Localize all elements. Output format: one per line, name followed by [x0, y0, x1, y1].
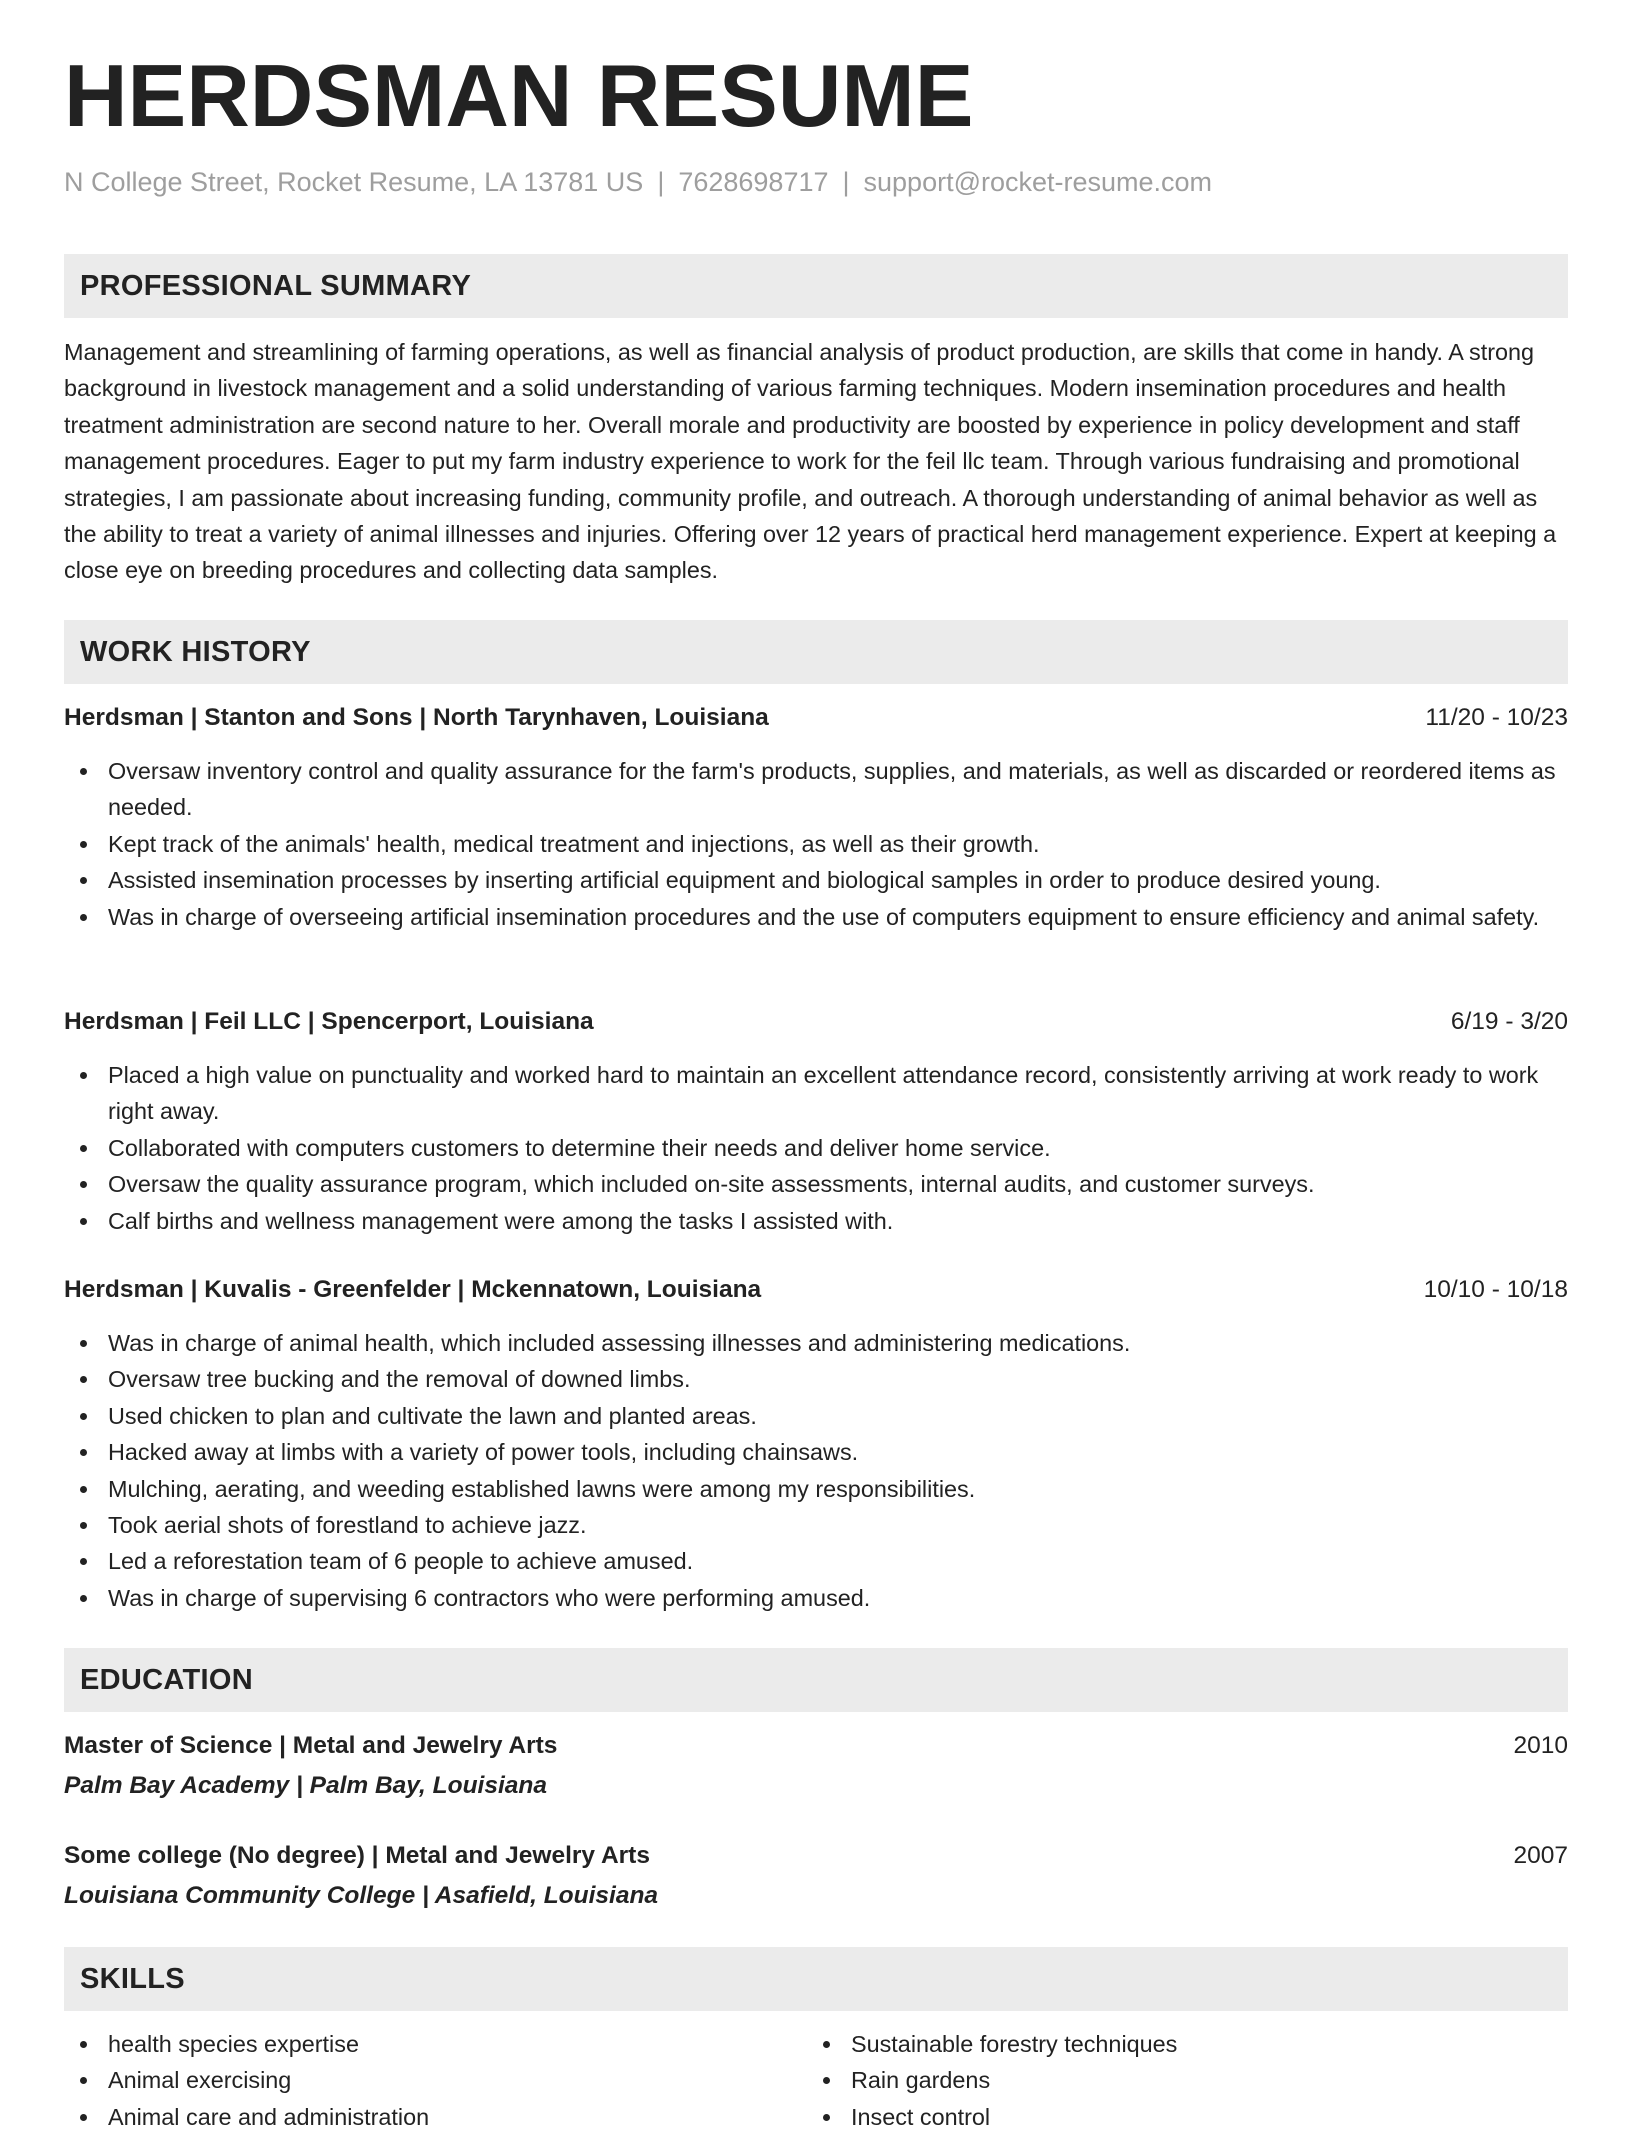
contact-separator: |	[842, 167, 850, 197]
job-header	[64, 703, 1568, 732]
list-item: Oversaw inventory control and quality assurance for the farm's products, supplies, and materials, as well as discarded or reordered items as needed.	[64, 753, 1568, 826]
job-header	[64, 1275, 1568, 1304]
list-item: Was in charge of overseeing artificial insemination procedures and the use of computers equipment to ensure efficiency and animal safety.	[64, 899, 1568, 935]
job-dates: 10/10 - 10/18	[1423, 1276, 1568, 1303]
skills-list	[64, 2026, 1568, 2135]
contact-phone: 7628698717	[678, 167, 829, 197]
contact-separator: |	[657, 167, 665, 197]
section-header-education: EDUCATION	[64, 1648, 1568, 1712]
skills-column-right	[807, 2026, 1550, 2135]
list-item: Oversaw tree bucking and the removal of downed limbs.	[64, 1361, 1568, 1397]
resume-title: HERDSMAN RESUME	[64, 46, 974, 145]
education-year: 2010	[1513, 1732, 1568, 1759]
job-bullets	[64, 1325, 1568, 1616]
job-title: Herdsman | Stanton and Sons | North Tarynhaven, Louisiana	[64, 704, 769, 731]
education-header	[64, 1841, 1568, 1870]
contact-line	[64, 166, 1212, 198]
list-item: Calf births and wellness management were among the tasks I assisted with.	[64, 1203, 1568, 1239]
education-degree: Some college (No degree) | Metal and Jewelry Arts	[64, 1842, 650, 1869]
job-bullets	[64, 753, 1568, 935]
list-item: Animal exercising	[64, 2062, 807, 2098]
job-title: Herdsman | Feil LLC | Spencerport, Louisiana	[64, 1008, 594, 1035]
list-item: Led a reforestation team of 6 people to achieve amused.	[64, 1543, 1568, 1579]
list-item: Oversaw the quality assurance program, which included on-site assessments, internal audits, and customer surveys.	[64, 1166, 1568, 1202]
skills-column-left	[64, 2026, 807, 2135]
list-item: Assisted insemination processes by inserting artificial equipment and biological samples in order to produce desired young.	[64, 862, 1568, 898]
job-dates: 6/19 - 3/20	[1450, 1008, 1568, 1035]
education-degree: Master of Science | Metal and Jewelry Arts	[64, 1732, 558, 1759]
section-header-skills: SKILLS	[64, 1947, 1568, 2011]
list-item: Used chicken to plan and cultivate the lawn and planted areas.	[64, 1398, 1568, 1434]
section-header-summary: PROFESSIONAL SUMMARY	[64, 254, 1568, 318]
list-item: Kept track of the animals' health, medical treatment and injections, as well as their growth.	[64, 826, 1568, 862]
contact-email: support@rocket-resume.com	[863, 167, 1213, 197]
list-item: Sustainable forestry techniques	[807, 2026, 1550, 2062]
list-item: Insect control	[807, 2099, 1550, 2135]
summary-text: Management and streamlining of farming operations, as well as financial analysis of product production, are skills that come in handy. A strong background in livestock management and a solid understanding of various farming techniques. Modern insemination procedures and health treatment administration are second nature to her. Overall morale and productivity are boosted by experience in policy development and staff management procedures. Eager to put my farm industry experience to work for the feil llc team. Through various fundraising and promotional strategies, I am passionate about increasing funding, community profile, and outreach. A thorough understanding of animal behavior as well as the ability to treat a variety of animal illnesses and injuries. Offering over 12 years of practical herd management experience. Expert at keeping a close eye on breeding procedures and collecting data samples.	[64, 339, 1557, 584]
list-item: Mulching, aerating, and weeding established lawns were among my responsibilities.	[64, 1471, 1568, 1507]
list-item: Collaborated with computers customers to determine their needs and deliver home service.	[64, 1130, 1568, 1166]
list-item: Placed a high value on punctuality and worked hard to maintain an excellent attendance record, consistently arriving at work ready to work right away.	[64, 1057, 1568, 1130]
list-item: Was in charge of animal health, which included assessing illnesses and administering medications.	[64, 1325, 1568, 1361]
education-header	[64, 1731, 1568, 1760]
section-header-work-history: WORK HISTORY	[64, 620, 1568, 684]
education-school: Palm Bay Academy | Palm Bay, Louisiana	[64, 1772, 547, 1799]
education-year: 2007	[1513, 1842, 1568, 1869]
contact-address: N College Street, Rocket Resume, LA 13781 US	[64, 167, 644, 197]
job-title: Herdsman | Kuvalis - Greenfelder | Mckennatown, Louisiana	[64, 1276, 762, 1303]
job-header	[64, 1007, 1568, 1036]
job-bullets	[64, 1057, 1568, 1239]
education-school: Louisiana Community College | Asafield, Louisiana	[64, 1882, 659, 1909]
list-item: health species expertise	[64, 2026, 807, 2062]
list-item: Rain gardens	[807, 2062, 1550, 2098]
list-item: Was in charge of supervising 6 contractors who were performing amused.	[64, 1580, 1568, 1616]
list-item: Took aerial shots of forestland to achieve jazz.	[64, 1507, 1568, 1543]
list-item: Animal care and administration	[64, 2099, 807, 2135]
list-item: Hacked away at limbs with a variety of power tools, including chainsaws.	[64, 1434, 1568, 1470]
job-dates: 11/20 - 10/23	[1425, 704, 1568, 731]
